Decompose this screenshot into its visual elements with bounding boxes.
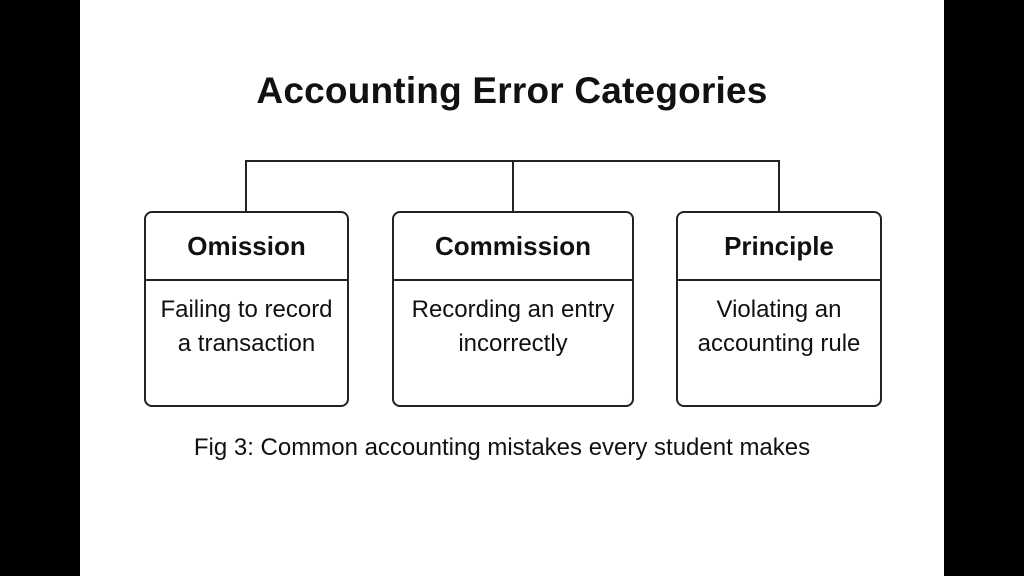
category-description: Recording an entry incorrectly xyxy=(411,296,615,357)
category-box-omission xyxy=(144,211,349,407)
category-description: Violating an accounting rule xyxy=(697,296,861,357)
diagram-title: Accounting Error Categories xyxy=(256,70,768,111)
category-box-commission xyxy=(392,211,634,407)
category-title: Principle xyxy=(678,213,880,281)
figure-caption: Fig 3: Common accounting mistakes every student makes xyxy=(193,434,811,461)
category-box-principle xyxy=(676,211,882,407)
category-title: Commission xyxy=(394,213,632,281)
category-description: Failing to record a transaction xyxy=(160,296,333,357)
diagram-canvas xyxy=(80,0,944,576)
category-title: Omission xyxy=(146,213,347,281)
